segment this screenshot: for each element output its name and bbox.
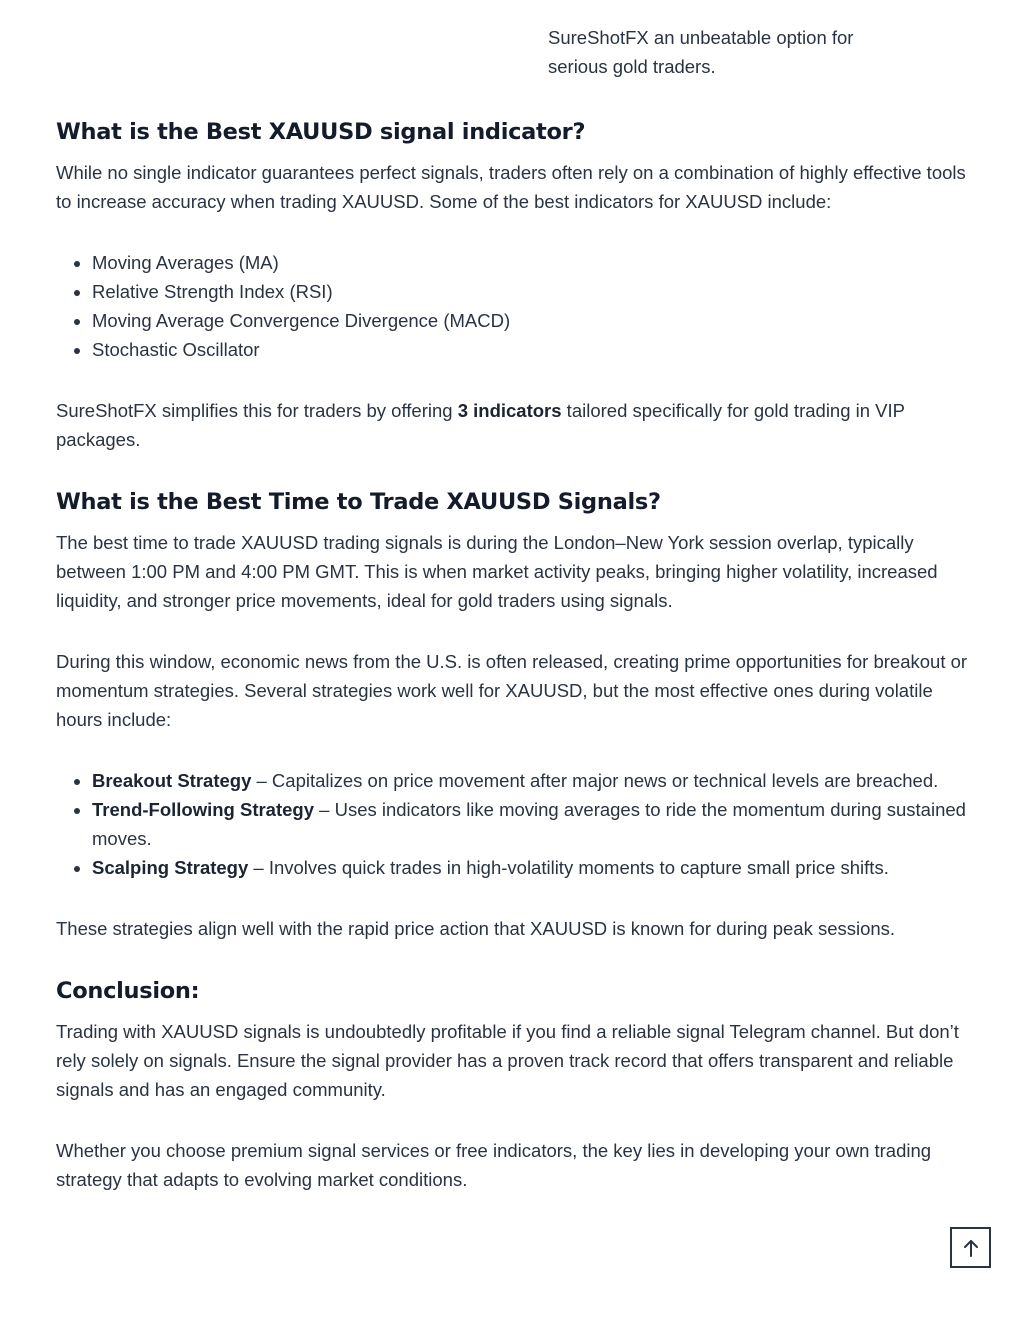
strategy-name: Scalping Strategy <box>92 857 249 878</box>
strategy-desc: – Involves quick trades in high-volatility moments to capture small price shifts. <box>248 857 889 878</box>
heading-best-time: What is the Best Time to Trade XAUUSD Signals? <box>56 489 661 515</box>
section-best-indicator <box>56 116 968 454</box>
offer-text-after: tailored specifically for gold trading in VIP packages. <box>56 400 905 450</box>
strategy-desc: – Uses indicators like moving averages to ride the momentum during sustained moves. <box>92 799 966 849</box>
list-item: • Moving Averages (MA) <box>92 248 968 277</box>
strategy-list <box>56 766 968 882</box>
list-item <box>92 853 968 882</box>
conclusion-paragraph-2: Whether you choose premium signal services or free indicators, the key lies in developing your own trading strategy that adapts to evolving market conditions. <box>56 1140 932 1190</box>
scroll-to-top-button[interactable] <box>950 1227 991 1268</box>
article-body <box>56 116 968 1226</box>
conclusion-paragraph-1: Trading with XAUUSD signals is undoubtedly profitable if you find a reliable signal Telegram channel. But don’t rely solely on signals. Ensure the signal provider has a proven track record that offers transparent and reliable signals and has an engaged community. <box>56 1021 959 1100</box>
strategy-name: Trend-Following Strategy <box>92 799 315 820</box>
heading-best-indicator: What is the Best XAUUSD signal indicator? <box>56 119 586 145</box>
indicator-intro-paragraph: While no single indicator guarantees perfect signals, traders often rely on a combination of highly effective tools to increase accuracy when trading XAUUSD. Some of the best indicators for XAUUSD include: <box>56 162 966 212</box>
strategy-name: Breakout Strategy <box>92 770 252 791</box>
section-conclusion <box>56 975 968 1194</box>
list-item <box>92 766 968 795</box>
window-paragraph: During this window, economic news from the U.S. is often released, creating prime opportunities for breakout or momentum strategies. Several strategies work well for XAUUSD, but the most effective ones during volatile hours include: <box>56 651 968 730</box>
section-best-time <box>56 486 968 943</box>
offer-text-bold: 3 indicators <box>457 400 562 421</box>
strategies-summary-paragraph: These strategies align well with the rapid price action that XAUUSD is known for during peak sessions. <box>56 918 896 939</box>
heading-conclusion: Conclusion: <box>56 978 200 1004</box>
list-item: • Stochastic Oscillator <box>92 335 968 364</box>
offer-text-before: SureShotFX simplifies this for traders by offering <box>56 400 458 421</box>
list-item <box>92 795 968 853</box>
arrow-up-icon <box>962 1238 980 1258</box>
list-item: • Moving Average Convergence Divergence (MACD) <box>92 306 968 335</box>
indicator-offer-paragraph <box>56 396 968 454</box>
indicator-list <box>56 248 968 364</box>
list-item: • Relative Strength Index (RSI) <box>92 277 968 306</box>
best-time-paragraph: The best time to trade XAUUSD trading signals is during the London–New York session overlap, typically between 1:00 PM and 4:00 PM GMT. This is when market activity peaks, bringing higher volatility, increased liquidity, and stronger price movements, ideal for gold traders using signals. <box>56 532 938 611</box>
strategy-desc: – Capitalizes on price movement after major news or technical levels are breached. <box>251 770 939 791</box>
intro-tail-text: SureShotFX an unbeatable option for serious gold traders. <box>548 27 854 77</box>
